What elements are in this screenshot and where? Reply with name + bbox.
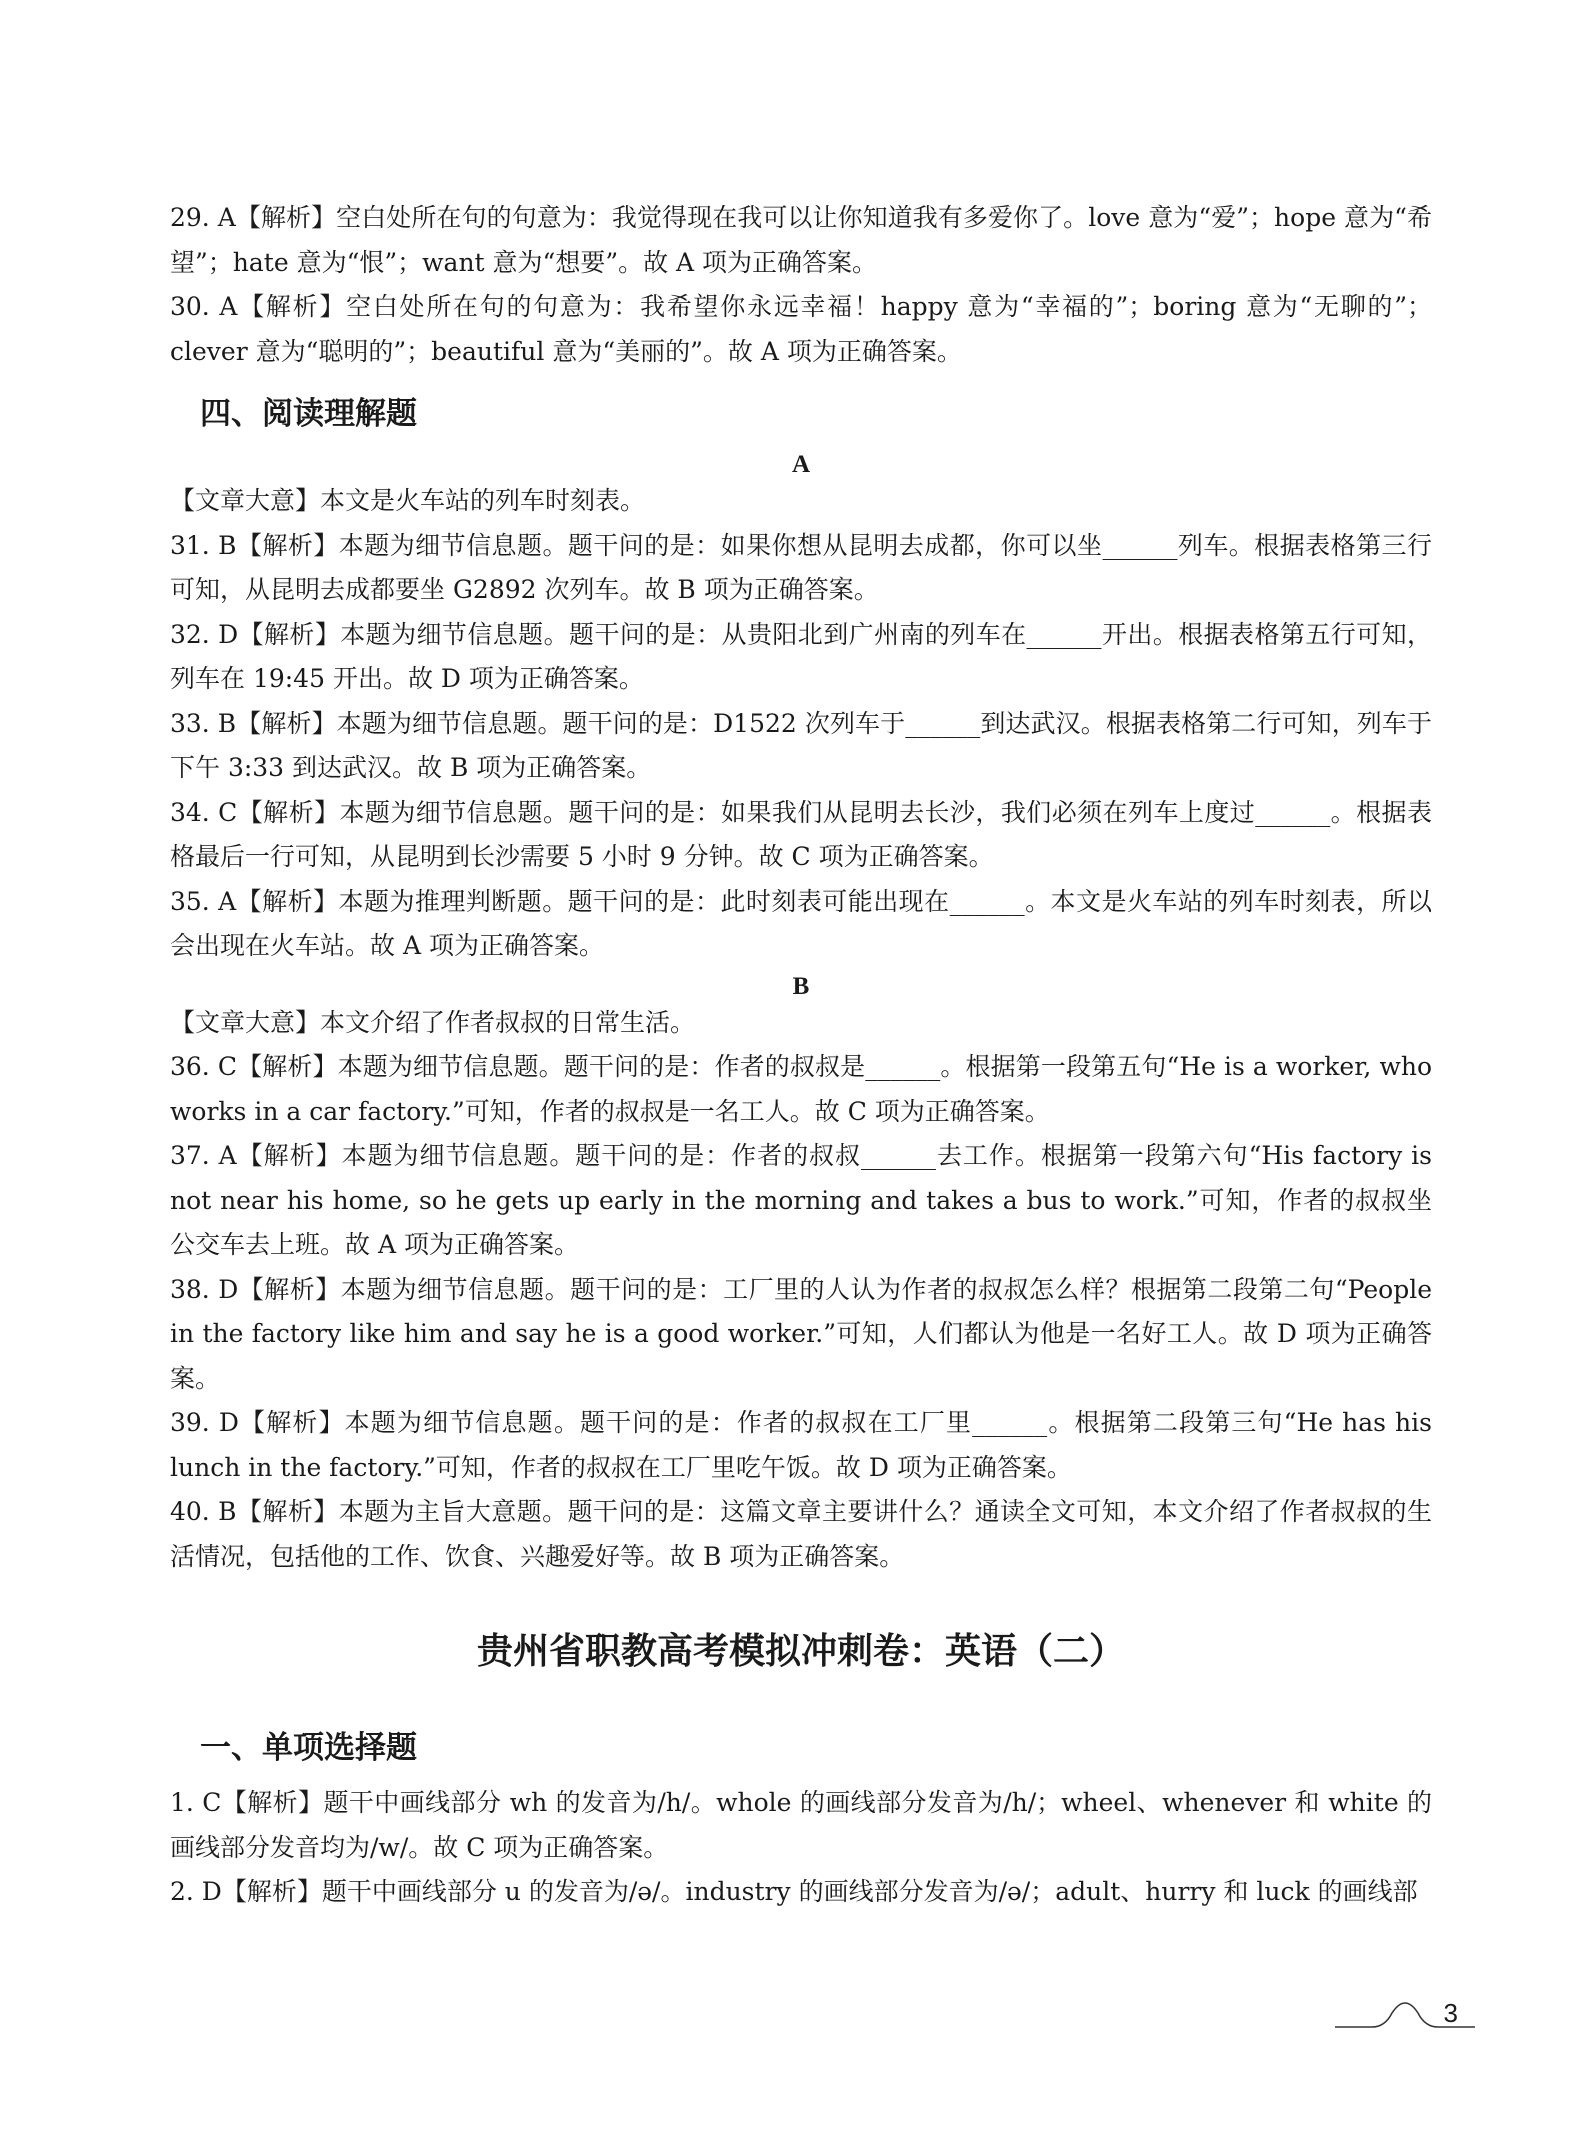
answer-29: 29. A【解析】空白处所在句的句意为：我觉得现在我可以让你知道我有多爱你了。love 意为“爱”；hope 意为“希望”；hate 意为“恨”；want 意为“想要”。故 A 项为正确答案。 xyxy=(170,203,1432,277)
answer-1: 1. C【解析】题干中画线部分 wh 的发音为/h/。whole 的画线部分发音为/h/；wheel、whenever 和 white 的画线部分发音均为/w/。故 C 项为正确答案。 xyxy=(170,1788,1432,1862)
answer-34: 34. C【解析】本题为细节信息题。题干问的是：如果我们从昆明去长沙，我们必须在列车上度过______。根据表格最后一行可知，从昆明到长沙需要 5 小时 9 分钟。故 C 项为正确答案。 xyxy=(170,797,1432,871)
answer-page xyxy=(170,196,1432,1915)
answer-40: 40. B【解析】本题为主旨大意题。题干问的是：这篇文章主要讲什么？通读全文可知，本文介绍了作者叔叔的生活情况，包括他的工作、饮食、兴趣爱好等。故 B 项为正确答案。 xyxy=(170,1497,1432,1571)
exam-title: 贵州省职教高考模拟冲刺卷：英语（二） xyxy=(476,1631,1125,1672)
answer-33: 33. B【解析】本题为细节信息题。题干问的是：D1522 次列车于______到达武汉。根据表格第二行可知，列车于下午 3:33 到达武汉。故 B 项为正确答案。 xyxy=(170,708,1432,782)
answer-2: 2. D【解析】题干中画线部分 u 的发音为/ə/。industry 的画线部分发音为/ə/；adult、hurry 和 luck 的画线部 xyxy=(170,1877,1418,1906)
page-number: 3 xyxy=(1443,1998,1458,2028)
answer-35: 35. A【解析】本题为推理判断题。题干问的是：此时刻表可能出现在______。本文是火车站的列车时刻表，所以会出现在火车站。故 A 项为正确答案。 xyxy=(170,886,1432,960)
answer-39: 39. D【解析】本题为细节信息题。题干问的是：作者的叔叔在工厂里______。根据第二段第三句“He has his lunch in the factory.”可知，作者的叔叔在工厂里吃午饭。故 D 项为正确答案。 xyxy=(170,1408,1432,1482)
answer-30: 30. A【解析】空白处所在句的句意为：我希望你永远幸福！happy 意为“幸福的”；boring 意为“无聊的”；clever 意为“聪明的”；beautiful 意为“美丽的”。故 A 项为正确答案。 xyxy=(170,292,1432,366)
answer-38: 38. D【解析】本题为细节信息题。题干问的是：工厂里的人认为作者的叔叔怎么样？根据第二段第二句“People in the factory like him and say he is a good worker.”可知，人们都认为他是一名好工人。故 D 项为正确答案。 xyxy=(170,1274,1432,1393)
part-b-label: B xyxy=(792,972,810,1000)
section-heading-single-choice: 一、单项选择题 xyxy=(200,1730,417,1766)
part-a-summary: 【文章大意】本文是火车站的列车时刻表。 xyxy=(170,486,646,515)
answer-36: 36. C【解析】本题为细节信息题。题干问的是：作者的叔叔是______。根据第一段第五句“He is a worker, who works in a car factory.”可知，作者的叔叔是一名工人。故 C 项为正确答案。 xyxy=(170,1052,1432,1126)
answer-37: 37. A【解析】本题为细节信息题。题干问的是：作者的叔叔______去工作。根据第一段第六句“His factory is not near his home, so he gets up early in the morning and takes a bus to work.”可知，作者的叔叔坐公交车去上班。故 A 项为正确答案。 xyxy=(170,1141,1432,1259)
section-heading-reading: 四、阅读理解题 xyxy=(200,396,417,432)
answer-32: 32. D【解析】本题为细节信息题。题干问的是：从贵阳北到广州南的列车在______开出。根据表格第五行可知，列车在 19:45 开出。故 D 项为正确答案。 xyxy=(170,619,1432,693)
part-a-label: A xyxy=(791,451,811,478)
part-b-summary: 【文章大意】本文介绍了作者叔叔的日常生活。 xyxy=(170,1007,696,1037)
answer-31: 31. B【解析】本题为细节信息题。题干问的是：如果你想从昆明去成都，你可以坐______列车。根据表格第三行可知，从昆明去成都要坐 G2892 次列车。故 B 项为正确答案。 xyxy=(170,530,1432,604)
